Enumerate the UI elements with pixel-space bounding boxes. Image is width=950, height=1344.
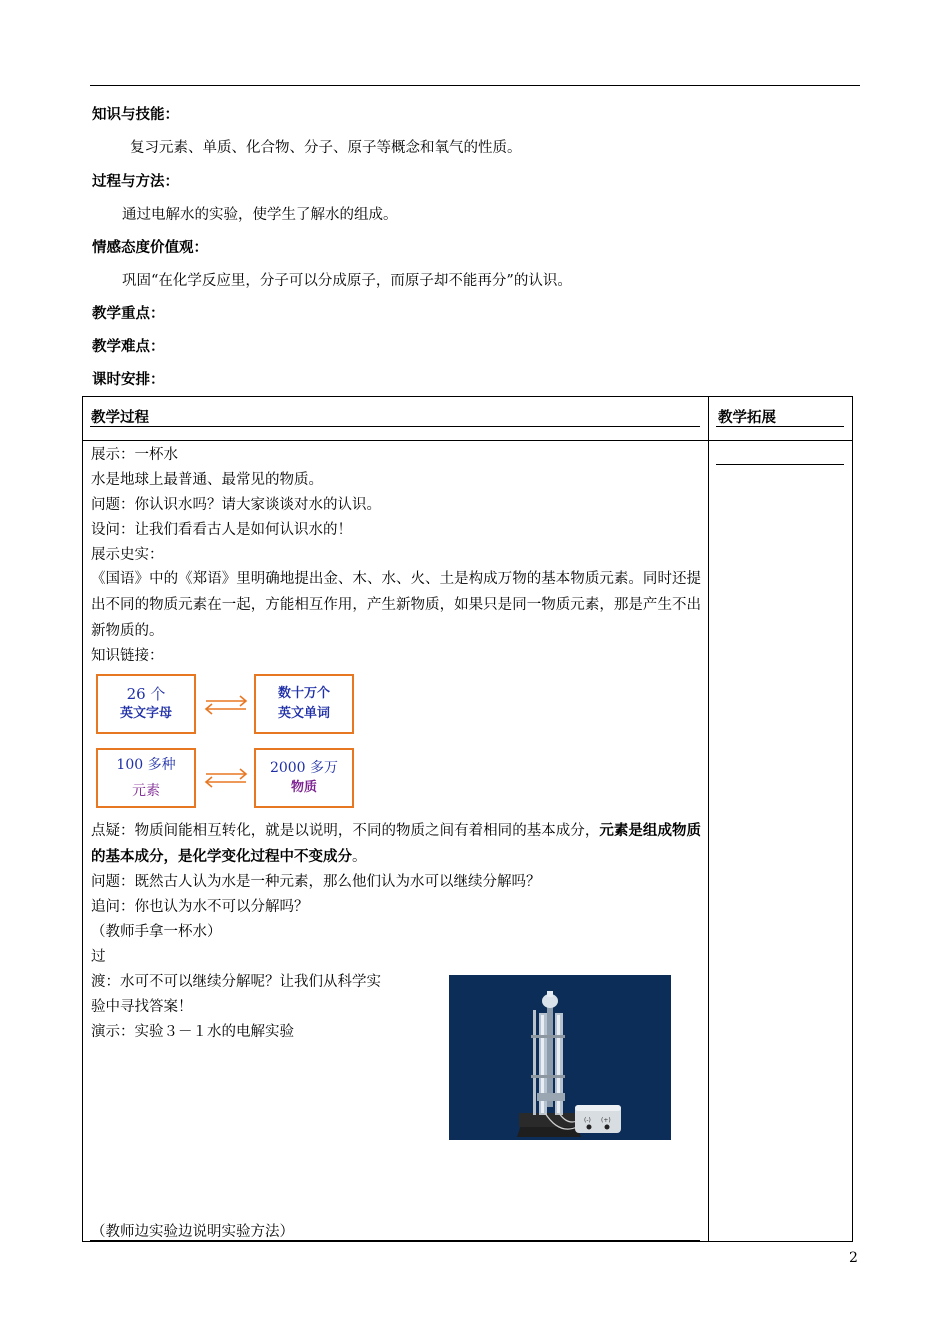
col-teaching-process-header: 教学过程 xyxy=(91,410,149,426)
difficult-point-heading: 教学难点： xyxy=(92,339,165,355)
line-question-know-water: 问题：你认识水吗？请大家谈谈对水的认识。 xyxy=(91,497,381,513)
table-column-divider xyxy=(708,396,709,1242)
box-26-letters-line1: 26 个 xyxy=(126,685,166,703)
knowledge-heading: 知识与技能： xyxy=(92,107,179,123)
col1-bottom-underline xyxy=(90,1240,700,1241)
point-paragraph xyxy=(91,818,701,870)
emotion-text: 巩固“在化学反应里，分子可以分成原子，而原子却不能再分”的认识。 xyxy=(122,273,572,289)
box-substances-line2: 物质 xyxy=(290,780,317,795)
process-text: 通过电解水的实验，使学生了解水的组成。 xyxy=(122,207,398,223)
col2-blank-line xyxy=(716,464,844,465)
line-transition-a: 过 xyxy=(91,949,106,965)
line-knowledge-link: 知识链接： xyxy=(91,648,164,664)
box-substances xyxy=(254,748,354,808)
line-show-history: 展示史实： xyxy=(91,547,164,563)
power-supply-label-left: (-) xyxy=(584,1117,591,1124)
box-words-line1: 数十万个 xyxy=(277,686,330,701)
box-100-elements-line2: 元素 xyxy=(132,783,160,799)
line-transition-c: 验中寻找答案！ xyxy=(91,999,193,1015)
box-words-line2: 英文单词 xyxy=(277,706,330,721)
line-demo-experiment: 演示：实验３－１水的电解实验 xyxy=(91,1024,294,1040)
box-26-letters xyxy=(96,674,196,734)
history-paragraph: 《国语》中的《郑语》里明确地提出金、木、水、火、土是构成万物的基本物质元素。同时还提出不同的物质元素在一起，方能相互作用，产生新物质，如果只是同一物质元素，那是产生不出新物质的。 xyxy=(91,571,701,639)
electrolysis-apparatus-icon xyxy=(449,975,671,1140)
process-heading: 过程与方法： xyxy=(92,174,179,190)
box-26-letters-line2: 英文字母 xyxy=(119,706,172,721)
col-teaching-extension-header: 教学拓展 xyxy=(718,410,776,426)
knowledge-text: 复习元素、单质、化合物、分子、原子等概念和氧气的性质。 xyxy=(130,140,522,156)
box-100-elements-line1: 100 多种 xyxy=(116,757,176,773)
line-show-water: 展示：一杯水 xyxy=(91,447,178,463)
point-text-bold: 元素是组成物质的基本成分，是化学变化过程中不变成分 xyxy=(91,822,702,865)
double-arrow-icon xyxy=(204,695,248,715)
box-substances-line1: 2000 多万 xyxy=(269,760,339,776)
line-water-common: 水是地球上最普通、最常见的物质。 xyxy=(91,472,323,488)
point-text-end: 。 xyxy=(352,849,367,865)
table-header-divider xyxy=(82,440,853,441)
box-words xyxy=(254,674,354,734)
line-teacher-explains: （教师边实验边说明实验方法） xyxy=(91,1224,294,1240)
page-number: 2 xyxy=(849,1250,858,1266)
power-supply-label-right: (+) xyxy=(601,1117,611,1124)
header-rule xyxy=(90,85,860,86)
emotion-heading: 情感态度价值观： xyxy=(92,240,208,256)
line-teacher-holds-water: （教师手拿一杯水） xyxy=(91,924,222,940)
line-ask-ancients: 设问：让我们看看古人是如何认识水的！ xyxy=(91,522,352,538)
point-text-normal: 点疑：物质间能相互转化，就是以说明，不同的物质之间有着相同的基本成分， xyxy=(91,823,600,839)
line-question-decompose: 问题：既然古人认为水是一种元素，那么他们认为水可以继续分解吗？ xyxy=(91,874,541,890)
double-arrow-icon xyxy=(204,768,248,788)
line-followup-question: 追问：你也认为水不可以分解吗？ xyxy=(91,899,309,915)
key-point-heading: 教学重点： xyxy=(92,306,165,322)
box-100-elements xyxy=(96,748,196,808)
schedule-heading: 课时安排： xyxy=(92,372,165,388)
col2-header-underline xyxy=(716,426,844,427)
col1-header-underline xyxy=(90,426,700,427)
line-transition-b: 渡：水可不可以继续分解呢？让我们从科学实 xyxy=(91,974,381,990)
